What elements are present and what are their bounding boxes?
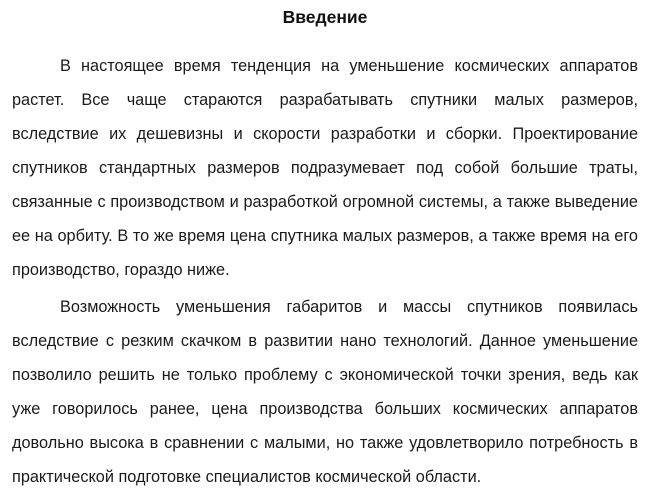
paragraph-1: В настоящее время тенденция на уменьшение космических аппаратов растет. Все чаще стараются разрабатывать спутники малых размеров, вследствие их дешевизны и скорости разработки и сборки. Проектирование спутников стандартных размеров подразумевает под собой большие траты, связанные с производством и разработкой огромной системы, а также выведение ее на орбиту. В то же время цена спутника малых размеров, а также время на его производство, гораздо ниже. (12, 57, 638, 279)
paragraph-2: Возможность уменьшения габаритов и массы спутников появилась вследствие с резким скачком в развитии нано технологий. Данное уменьшение позволило решить не только проблему с экономической точки зрения, ведь как уже говорилось ранее, цена производства больших космических аппаратов довольно высока в сравнении с малыми, но также удовлетворило потребность в практической подготовке специалистов космической области. (12, 298, 638, 486)
section-heading: Введение (282, 7, 368, 27)
